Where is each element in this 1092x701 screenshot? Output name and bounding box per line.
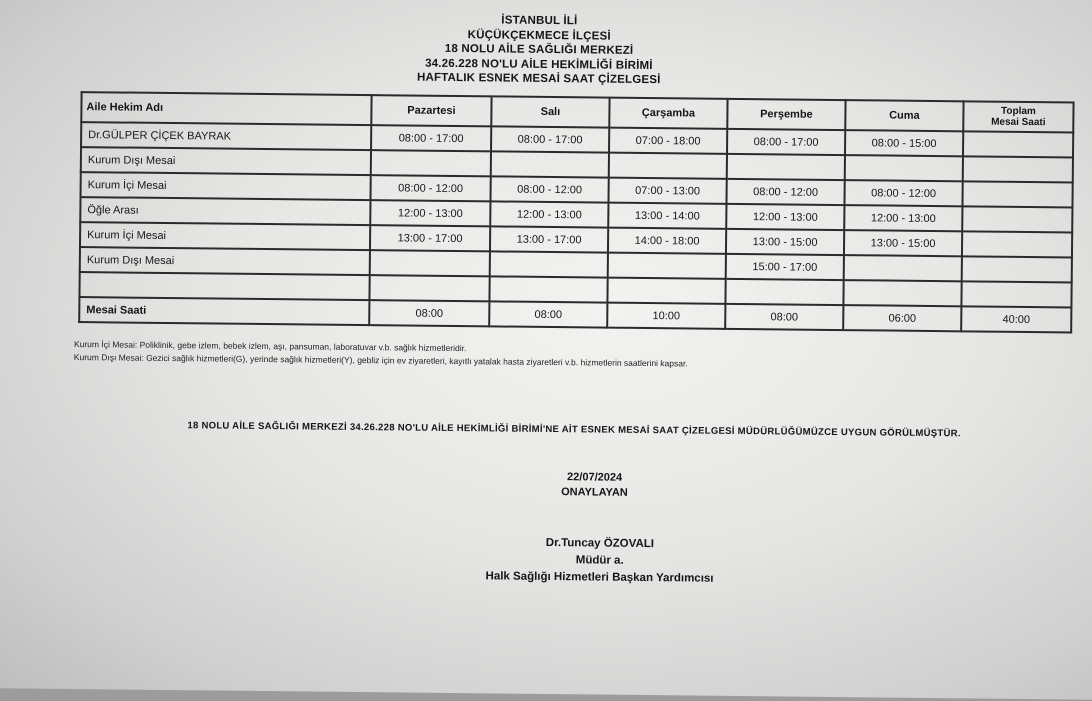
table-cell	[962, 181, 1072, 207]
header-title: HAFTALIK ESNEK MESAİ SAAT ÇİZELGESİ	[416, 71, 661, 87]
total-cell: 08:00	[725, 304, 843, 330]
signatory-name: Dr.Tuncay ÖZOVALI	[545, 536, 655, 551]
total-cell: 10:00	[607, 303, 725, 329]
table-cell: 08:00 - 12:00	[844, 180, 962, 206]
column-header-tuesday: Salı	[491, 96, 609, 127]
table-cell: 13:00 - 14:00	[608, 203, 726, 229]
total-header-line2: Mesai Saati	[991, 116, 1046, 129]
row-label: Kurum Dışı Mesai	[81, 147, 371, 175]
table-cell	[963, 131, 1073, 157]
header-province: İSTANBUL İLİ	[501, 14, 578, 28]
row-label	[79, 272, 369, 300]
row-label: Öğle Arası	[80, 197, 370, 225]
table-cell: 08:00 - 12:00	[370, 175, 490, 201]
table-cell	[491, 151, 609, 177]
table-cell: 13:00 - 17:00	[490, 226, 608, 252]
table-cell: 12:00 - 13:00	[490, 201, 608, 227]
table-cell: 12:00 - 13:00	[726, 204, 844, 230]
table-cell: 14:00 - 18:00	[608, 228, 726, 254]
row-label: Dr.GÜLPER ÇİÇEK BAYRAK	[81, 122, 371, 150]
header-district: KÜÇÜKÇEKMECE İLÇESİ	[467, 28, 611, 43]
column-header-monday: Pazartesi	[371, 95, 491, 126]
column-header-total	[963, 101, 1073, 132]
table-cell	[369, 275, 489, 301]
table-cell	[608, 253, 726, 279]
header-center: 18 NOLU AİLE SAĞLIĞI MERKEZİ	[444, 42, 634, 57]
note-external: Kurum Dışı Mesai: Gezici sağlık hizmetleri(G), yerinde sağlık hizmetleri(Y), gebliz için ev ziyaretleri, kayıtlı yatalak hasta ziyaretleri v.b. hizmetlerin saatlerini kapsar.	[73, 352, 688, 369]
row-label: Kurum Dışı Mesai	[80, 247, 370, 275]
note-internal: Kurum İçi Mesai: Poliklinik, gebe izlem, bebek izlem, aşı, pansuman, laboratuvar v.b. sağlık hizmetleridir.	[73, 339, 467, 354]
signatory-position: Halk Sağlığı Hizmetleri Başkan Yardımcısı	[485, 570, 714, 585]
table-cell	[962, 231, 1072, 257]
table-cell: 08:00 - 17:00	[727, 129, 845, 155]
table-cell: 12:00 - 13:00	[844, 205, 962, 231]
table-cell	[371, 150, 491, 176]
table-cell	[961, 281, 1071, 307]
table-cell: 15:00 - 17:00	[726, 254, 844, 280]
table-cell: 12:00 - 13:00	[370, 200, 490, 226]
approver-label: ONAYLAYAN	[561, 486, 628, 499]
table-cell: 07:00 - 13:00	[608, 178, 726, 204]
table-cell: 08:00 - 17:00	[371, 125, 491, 151]
total-cell: 08:00	[489, 301, 607, 327]
table-cell: 08:00 - 15:00	[845, 130, 963, 156]
table-cell	[370, 250, 490, 276]
table-cell	[490, 251, 608, 277]
table-cell: 07:00 - 18:00	[609, 128, 727, 154]
table-cell	[489, 276, 607, 302]
approval-statement: 18 NOLU AİLE SAĞLIĞI MERKEZİ 34.26.228 NO'LU AİLE HEKİMLİĞİ BİRİMİ'NE AİT ESNEK MESAİ SAAT ÇİZELGESİ MÜDÜRLÜĞÜMÜZCE UYGUN GÖRÜLMÜŞTÜR.	[187, 420, 961, 440]
signatory-title: Müdür a.	[575, 554, 624, 567]
table-cell: 08:00 - 12:00	[490, 176, 608, 202]
total-header-line1: Toplam	[1000, 105, 1036, 118]
document-header	[0, 8, 1085, 92]
date-block	[0, 464, 1092, 507]
table-cell	[844, 255, 962, 281]
signature-block	[0, 529, 1092, 593]
notes	[74, 338, 688, 370]
table-cell	[727, 154, 845, 180]
header-unit: 34.26.228 NO'LU AİLE HEKİMLİĞİ BİRİMİ	[425, 57, 653, 72]
table-cell: 13:00 - 17:00	[370, 225, 490, 251]
table-cell	[725, 279, 843, 305]
row-label: Kurum İçi Mesai	[80, 222, 370, 250]
table-cell: 13:00 - 15:00	[726, 229, 844, 255]
column-header-friday: Cuma	[845, 100, 963, 131]
table-cell	[609, 153, 727, 179]
total-cell: 06:00	[843, 305, 961, 331]
column-header-doctor: Aile Hekim Adı	[81, 92, 371, 125]
column-header-thursday: Perşembe	[727, 99, 845, 130]
table-cell	[607, 278, 725, 304]
total-cell: 40:00	[961, 306, 1071, 332]
table-cell	[962, 206, 1072, 232]
total-cell: 08:00	[369, 300, 489, 326]
table-cell	[843, 280, 961, 306]
row-label: Kurum İçi Mesai	[81, 172, 371, 200]
table-cell	[845, 155, 963, 181]
table-cell	[962, 256, 1072, 282]
schedule-table	[78, 91, 1074, 333]
table-cell: 08:00 - 17:00	[491, 126, 609, 152]
approval-date: 22/07/2024	[567, 471, 623, 484]
table-cell: 08:00 - 12:00	[726, 179, 844, 205]
total-row-label: Mesai Saati	[79, 297, 369, 325]
column-header-wednesday: Çarşamba	[609, 98, 727, 129]
table-cell	[963, 156, 1073, 182]
table-cell: 13:00 - 15:00	[844, 230, 962, 256]
